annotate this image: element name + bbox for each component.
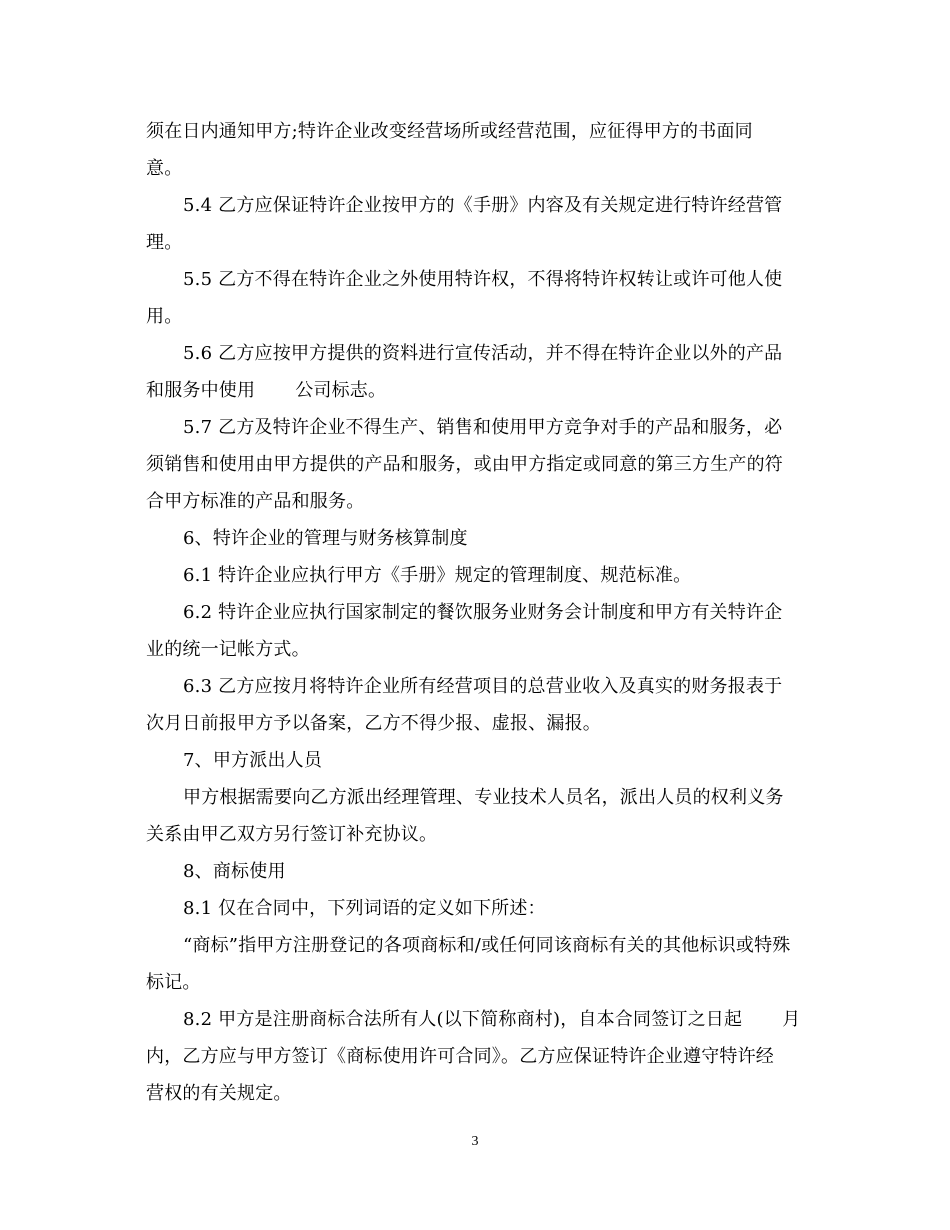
line-text-continued: 公司标志。	[295, 380, 387, 401]
line-text: 7、甲方派出人员	[183, 750, 323, 771]
line-text: 内，乙方应与甲方签订《商标使用许可合同》。乙方应保证特许企业遵守特许经	[146, 1046, 774, 1067]
text-line	[146, 113, 814, 150]
text-line	[146, 964, 814, 1001]
text-line	[146, 150, 814, 187]
line-text: 标记。	[146, 972, 201, 993]
line-text: 须在日内通知甲方;特许企业改变经营场所或经营范围，应征得甲方的书面同	[146, 121, 753, 142]
page-number: 3	[471, 1134, 479, 1149]
text-line	[146, 1075, 814, 1112]
line-text-continued: 月	[782, 1009, 801, 1030]
line-text: 次月日前报甲方予以备案，乙方不得少报、虚报、漏报。	[146, 713, 601, 734]
text-line	[146, 742, 814, 779]
text-line	[146, 446, 814, 483]
line-text: 8、商标使用	[183, 861, 286, 882]
text-line	[146, 705, 814, 742]
line-text: 和服务中使用	[146, 380, 256, 401]
line-text: 6.3 乙方应按月将特许企业所有经营项目的总营业收入及真实的财务报表于	[183, 676, 783, 697]
text-line	[146, 483, 814, 520]
document-body	[146, 113, 814, 1112]
text-line	[146, 594, 814, 631]
line-text: 5.4 乙方应保证特许企业按甲方的《手册》内容及有关规定进行特许经营管	[183, 195, 783, 216]
text-line	[146, 668, 814, 705]
line-text: 6.1 特许企业应执行甲方《手册》规定的管理制度、规范标准。	[183, 565, 692, 586]
text-line	[146, 409, 814, 446]
text-line	[146, 187, 814, 224]
line-text: 甲方根据需要向乙方派出经理管理、专业技术人员名，派出人员的权利义务	[183, 787, 784, 808]
line-text: 关系由甲乙双方另行签订补充协议。	[146, 824, 438, 845]
line-text: 8.2 甲方是注册商标合法所有人(以下简称商村)，自本合同签订之日起	[183, 1009, 743, 1030]
text-line	[146, 890, 814, 927]
text-line	[146, 779, 814, 816]
line-text: 用。	[146, 306, 183, 327]
line-text: “商标”指甲方注册登记的各项商标和/或任何同该商标有关的其他标识或特殊	[183, 935, 791, 956]
text-line	[146, 298, 814, 335]
text-line	[146, 927, 814, 964]
line-text: 意。	[146, 158, 183, 179]
line-text: 5.6 乙方应按甲方提供的资料进行宣传活动，并不得在特许企业以外的产品	[183, 343, 783, 364]
text-line	[146, 816, 814, 853]
text-line	[146, 1038, 814, 1075]
line-text: 合甲方标准的产品和服务。	[146, 491, 365, 512]
line-text: 5.7 乙方及特许企业不得生产、销售和使用甲方竞争对手的产品和服务，必	[183, 417, 783, 438]
line-text: 6、特许企业的管理与财务核算制度	[183, 528, 468, 549]
text-line	[146, 520, 814, 557]
text-line	[146, 631, 814, 668]
text-line	[146, 853, 814, 890]
line-text: 须销售和使用由甲方提供的产品和服务，或由甲方指定或同意的第三方生产的符	[146, 454, 783, 475]
line-text: 5.5 乙方不得在特许企业之外使用特许权，不得将特许权转让或许可他人使	[183, 269, 783, 290]
text-line	[146, 224, 814, 261]
line-text: 业的统一记帐方式。	[146, 639, 310, 660]
line-text: 6.2 特许企业应执行国家制定的餐饮服务业财务会计制度和甲方有关特许企	[183, 602, 783, 623]
line-text: 营权的有关规定。	[146, 1083, 292, 1104]
line-text: 8.1 仅在合同中，下列词语的定义如下所述：	[183, 898, 546, 919]
text-line	[146, 372, 814, 409]
text-line	[146, 335, 814, 372]
text-line	[146, 261, 814, 298]
line-text: 理。	[146, 232, 183, 253]
text-line	[146, 557, 814, 594]
text-line	[146, 1001, 814, 1038]
